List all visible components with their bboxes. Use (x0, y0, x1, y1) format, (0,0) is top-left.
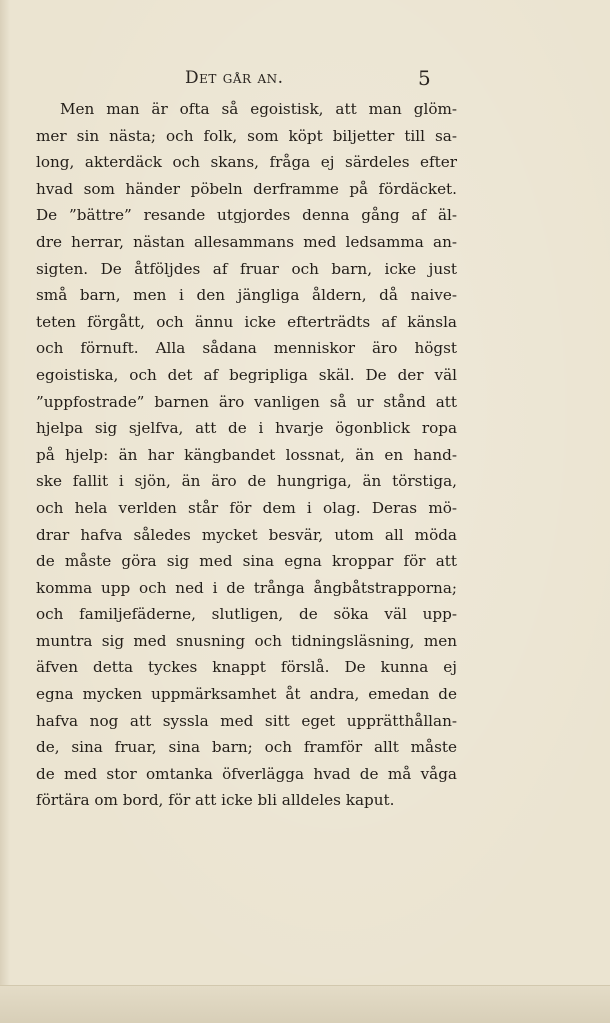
text-line: teten förgått, och ännu icke efterträdts af känsla (36, 312, 457, 331)
text-line: hvad som händer pöbeln derframme på fördäcket. (36, 179, 457, 198)
text-line: long, akterdäck och skans, fråga ej särdeles efter (36, 153, 457, 172)
text-line: egna mycken uppmärksamhet åt andra, emedan de (36, 685, 457, 704)
text-line: hjelpa sig sjelfva, att de i hvarje ögonblick ropa (36, 419, 457, 438)
text-line: komma upp och ned i de trånga ångbåtstrapporna; (36, 578, 457, 597)
text-line: de med stor omtanka öfverlägga hvad de må våga (36, 764, 457, 783)
running-head: Det går an. (185, 68, 284, 88)
page-header (0, 68, 610, 96)
text-line: dre herrar, nästan allesammans med ledsamma an- (36, 232, 457, 251)
text-line: små barn, men i den jängliga åldern, då naive- (36, 286, 457, 305)
text-line: och förnuft. Alla sådana menniskor äro högst (36, 339, 457, 358)
text-line: på hjelp: än har kängbandet lossnat, än en hand- (36, 445, 457, 464)
text-line: de måste göra sig med sina egna kroppar för att (36, 552, 457, 571)
text-line: förtära om bord, för att icke bli alldeles kaput. (36, 791, 395, 810)
text-line: mer sin nästa; och folk, som köpt biljetter till sa- (36, 126, 457, 145)
text-line: hafva nog att syssla med sitt eget upprätthållan- (36, 711, 457, 730)
page-gutter-shadow (0, 0, 10, 1022)
text-line: ”uppfostrade” barnen äro vanligen så ur stånd att (36, 392, 457, 411)
text-line: drar hafva således mycket besvär, utom all möda (36, 525, 457, 544)
text-line: muntra sig med snusning och tidningsläsning, men (36, 631, 457, 650)
text-line: sigten. De åtföljdes af fruar och barn, icke just (36, 259, 457, 278)
text-line: och hela verlden står för dem i olag. Deras mö- (36, 498, 457, 517)
text-line: Men man är ofta så egoistisk, att man glöm- (60, 100, 457, 118)
text-line: egoistiska, och det af begripliga skäl. De der väl (36, 365, 457, 384)
text-line: De ”bättre” resande utgjordes denna gång af äl- (36, 206, 457, 225)
page-bottom-edge (0, 985, 610, 1023)
text-line: de, sina fruar, sina barn; och framför allt måste (36, 738, 457, 757)
text-line: och familjefäderne, slutligen, de söka väl upp- (36, 605, 457, 624)
body-text (36, 96, 457, 814)
text-line: äfven detta tyckes knappt förslå. De kunna ej (36, 658, 457, 677)
text-line: ske fallit i sjön, än äro de hungriga, än törstiga, (36, 472, 457, 491)
page-number: 5 (418, 66, 431, 90)
